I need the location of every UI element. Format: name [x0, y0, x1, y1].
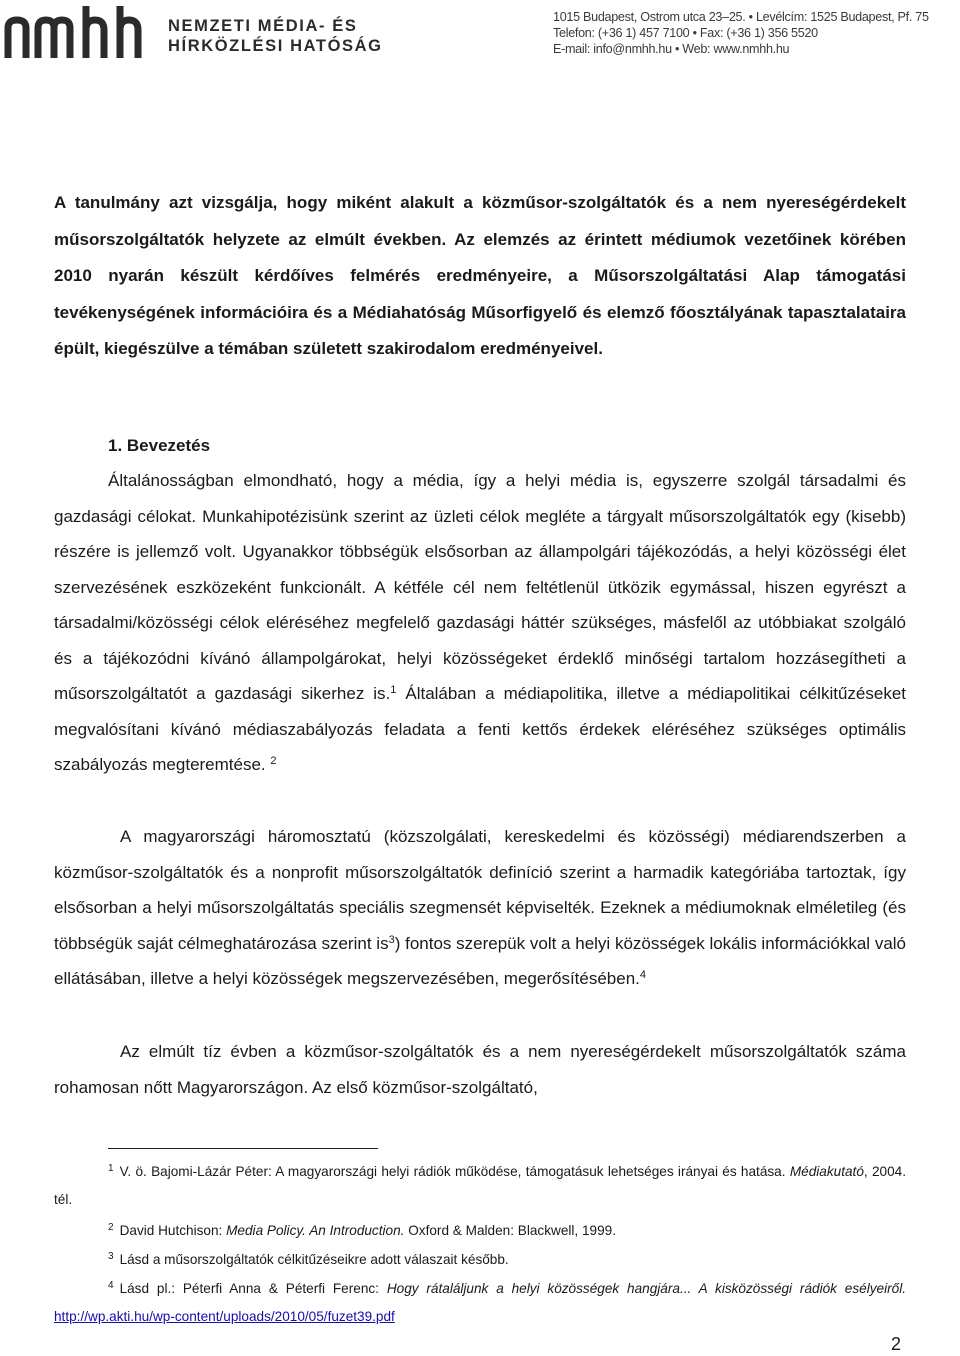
paragraph-media-system — [54, 819, 906, 997]
footnote-ref[interactable]: 2 — [270, 755, 277, 767]
page-number: 2 — [891, 1334, 902, 1354]
paragraph-text: A magyarországi háromosztatú (közszolgálati, kereskedelmi és közösségi) médiarendszerben a közműsor-szolgáltatók és a nonprofit műsorszolgáltatók definíció szerint a harmadik kategóriába tartoztak, így elsősorban a helyi műsorszolgáltatás speciális szegmensét képviselték. Ezeknek a médiumoknak elméletileg (és többségük saját célmeghatározása szerint is — [54, 827, 906, 953]
footnote-ref[interactable]: 1 — [390, 684, 397, 696]
footnote-text: V. ö. Bajomi-Lázár Péter: A magyarországi helyi rádiók működése, támogatásuk lehetséges irányai és hatása. — [119, 1164, 790, 1179]
paragraph-text: ) fontos szerepük volt a helyi közösségek lokális információkkal való ellátásában, illetve a helyi közösségek megszervezésében, megerősítésében. — [54, 933, 907, 988]
footnote-number: 4 — [108, 1280, 114, 1291]
footnote-ref[interactable]: 3 — [388, 933, 395, 946]
footnote-book-title: Media Policy. An Introduction. — [226, 1223, 405, 1238]
footnote-4 — [54, 1275, 906, 1331]
section-heading: 1. Bevezetés — [108, 436, 211, 455]
footnote-number: 2 — [108, 1222, 114, 1233]
letterhead — [0, 0, 960, 70]
paragraph-text: Általánosságban elmondható, hogy a média, így a helyi média is, egyszerre szolgál társadalmi és gazdasági célokat. Munkahipotézisünk szerint az üzleti célok megléte a tárgyalt műsorszolgáltatók egy (kisebb) részére is jellemző volt. Ugyanakkor többségük elsősorban az állampolgári tájékozódás, a helyi közösségi élet szervezésének eszközeként funkcionált. A kétféle cél nem feltétlenül ütközik egymással, hiszen egyrészt a társadalmi/közösségi célok eléréséhez megfelelő gazdasági háttér szükséges, másfelől az utóbbiakat szolgáló és a tájékozódni kívánó állampolgárokat, helyi közösségeket érdeklő minőségi tartalom hozzásegítheti a műsorszolgáltatót a gazdasági sikerhez is. — [54, 471, 906, 703]
paragraph-growth: Az elmúlt tíz évben a közműsor-szolgáltatók és a nem nyereségérdekelt műsorszolgáltatók száma rohamosan nőtt Magyarországon. Az első közműsor-szolgáltató, — [54, 1042, 906, 1097]
nmhh-logo — [2, 2, 154, 58]
footnote-text: David Hutchison: — [119, 1223, 227, 1238]
footnote-2 — [54, 1217, 906, 1245]
org-name-line1: NEMZETI MÉDIA- ÉS — [168, 17, 358, 35]
footnote-article-title: Hogy rátaláljunk a helyi közösségek hangjára... A kisközösségi rádiók esélyeiről. — [386, 1281, 906, 1296]
footnote-text: Lásd pl.: Péterfi Anna & Péterfi Ferenc: — [119, 1281, 387, 1296]
footnote-text: Lásd a műsorszolgáltatók célkitűzéseikre adott válaszait később. — [119, 1252, 509, 1267]
footnote-1 — [54, 1158, 906, 1214]
org-name-line2: HÍRKÖZLÉSI HATÓSÁG — [168, 37, 383, 55]
footnote-text: , 2004. tél. — [54, 1164, 906, 1207]
footnote-number: 1 — [108, 1163, 114, 1174]
footnote-text: Oxford & Malden: Blackwell, 1999. — [404, 1223, 616, 1238]
footnote-3 — [54, 1246, 906, 1274]
footnote-number: 3 — [108, 1251, 114, 1262]
abstract: A tanulmány azt vizsgálja, hogy miként alakult a közműsor-szolgáltatók és a nem nyereségérdekelt műsorszolgáltatók helyzete az elmúlt években. Az elemzés az érintett médiumok vezetőinek körében 2010 nyarán készült kérdőíves felmérés eredményeire, a Műsorszolgáltatási Alap támogatási tevékenységének információira és a Médiahatóság Műsorfigyelő és elemző főosztályának tapasztalataira épült, kiegészülve a témában született szakirodalom eredményeivel. — [54, 193, 906, 359]
contact-info — [553, 9, 929, 57]
footnote-journal: Médiakutató — [789, 1164, 864, 1179]
contact-phone: Telefon: (+36 1) 457 7100 • Fax: (+36 1) 356 5520 — [553, 26, 818, 40]
paragraph-intro — [54, 463, 906, 783]
footnote-link[interactable]: http://wp.akti.hu/wp-content/uploads/2010/05/fuzet39.pdf — [54, 1309, 395, 1324]
contact-email: E-mail: info@nmhh.hu • Web: www.nmhh.hu — [553, 42, 790, 56]
footnote-ref[interactable]: 4 — [639, 969, 647, 981]
footnote-separator — [108, 1148, 378, 1149]
paragraph-text: Általában a médiapolitika, illetve a médiapolitikai célkitűzéseket megvalósítani kívánó médiaszabályozás feladata a fenti kettős érdekek eléréséhez szükséges optimális szabályozás megteremtése. — [54, 684, 906, 774]
contact-address: 1015 Budapest, Ostrom utca 23–25. • Levélcím: 1525 Budapest, Pf. 75 — [553, 10, 929, 24]
organization-name — [168, 16, 383, 56]
